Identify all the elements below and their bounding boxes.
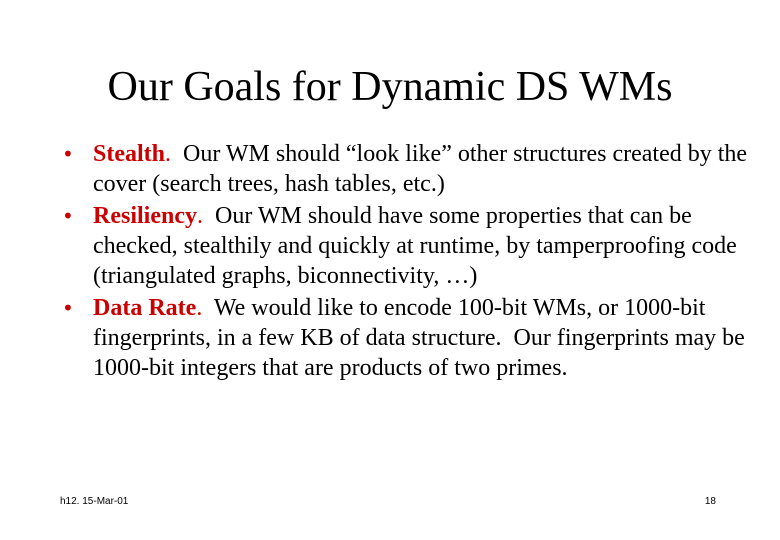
slide-title: Our Goals for Dynamic DS WMs [107,64,673,110]
bullet-item-stealth [60,139,760,199]
bullet-term-period: . [196,295,203,321]
bullet-text: Our WM should “look like” other structures created by the cover (search trees, hash tables, etc.) [93,141,754,197]
bullet-marker-icon: • [62,204,74,228]
footer-date: h12. 15-Mar-01 [60,496,129,507]
bullet-list [60,139,760,385]
bullet-term: Data Rate [93,295,197,321]
bullet-text: Our WM should have some properties that can be checked, stealthily and quickly at runtime, by tamperproofing code (triangulated graphs, biconnectivity, …) [93,203,743,289]
bullet-term-period: . [196,203,203,229]
bullet-marker-icon: • [62,142,74,166]
bullet-marker-icon: • [62,296,74,320]
bullet-text: We would like to encode 100-bit WMs, or 1000-bit fingerprints, in a few KB of data structure. Our fingerprints may be 1000-bit integers that are products of two primes. [93,295,751,381]
bullet-item-data-rate [60,293,760,383]
bullet-term-period: . [165,141,171,167]
bullet-term: Stealth [93,141,165,167]
bullet-term: Resiliency [93,203,197,229]
bullet-item-resiliency [60,201,760,291]
page-number: 18 [704,496,716,507]
